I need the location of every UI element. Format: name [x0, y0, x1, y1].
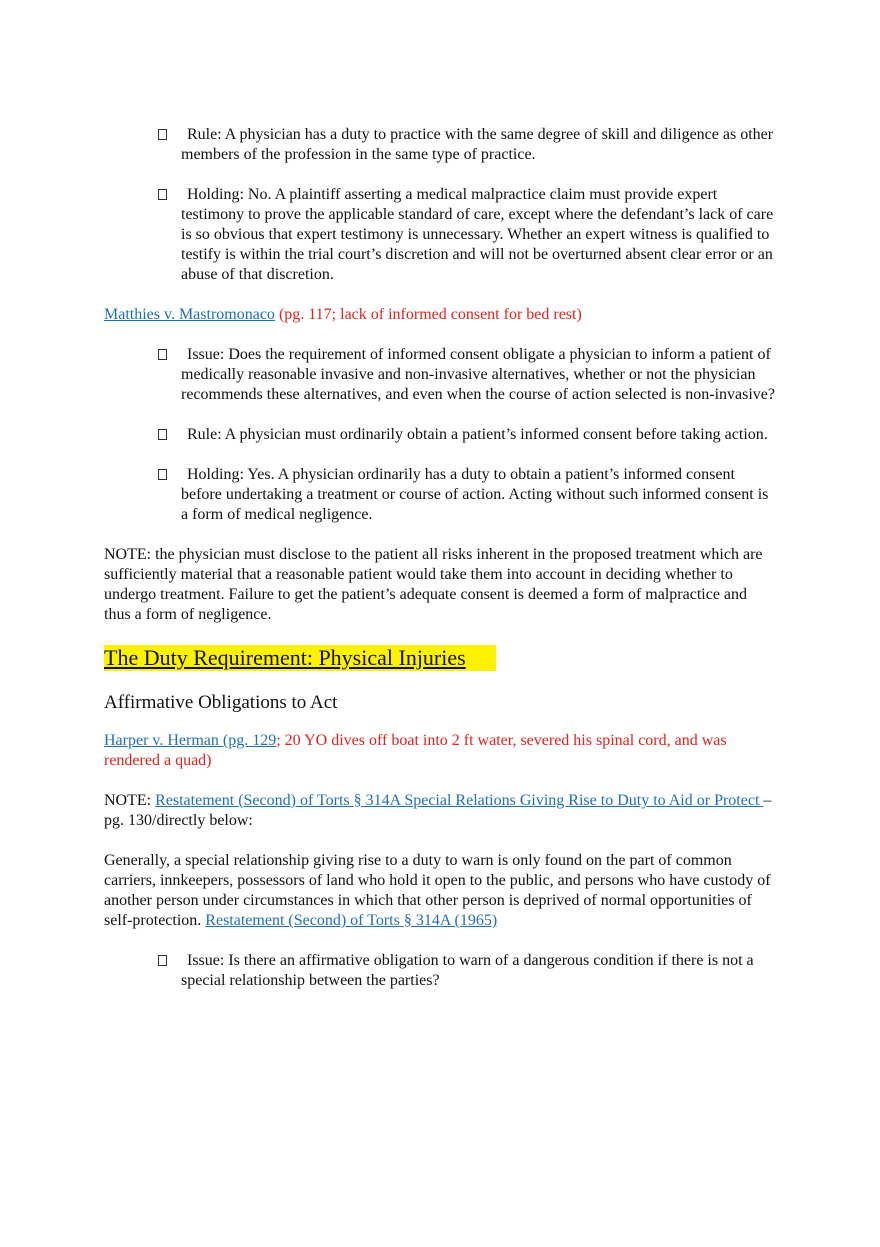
list-item [104, 951, 778, 991]
bullet-text: Issue: Does the requirement of informed consent obligate a physician to inform a patient of medically reasonable invasive and non-invasive alternatives, whether or not the physician recommends these alternatives, and even when the course of action selected is non-invasive? [181, 346, 775, 403]
bullet-text: Holding: Yes. A physician ordinarily has a duty to obtain a patient’s informed consent before undertaking a treatment or course of action. Acting without such informed consent is a form of medical negligence. [181, 466, 769, 523]
case-heading [104, 305, 776, 325]
checkbox-glyph-icon [158, 349, 167, 360]
case-link[interactable]: Matthies v. Mastromonaco [104, 306, 275, 323]
checkbox-glyph-icon [158, 469, 167, 480]
bullet-text: Rule: A physician has a duty to practice with the same degree of skill and diligence as other members of the profession in the same type of practice. [181, 126, 774, 163]
list-item [104, 125, 778, 165]
checkbox-glyph-icon [158, 189, 167, 200]
restatement-link[interactable]: Restatement (Second) of Torts § 314A Special Relations Giving Rise to Duty to Aid or Protect [155, 792, 764, 809]
subsection-heading: Affirmative Obligations to Act [104, 692, 338, 713]
note-paragraph: NOTE: Restatement (Second) of Torts § 314A Special Relations Giving Rise to Duty to Aid or Protect – pg. 130/directly below: [104, 792, 772, 829]
checkbox-glyph-icon [158, 955, 167, 966]
section-heading: The Duty Requirement: Physical Injuries [104, 645, 496, 671]
list-item [104, 345, 778, 405]
case-note: (pg. 117; lack of informed consent for bed rest) [274, 306, 582, 323]
case-link[interactable]: Harper v. Herman (pg. 129 [104, 732, 277, 749]
list-item [104, 185, 778, 285]
checkbox-glyph-icon [158, 429, 167, 440]
bullet-text: Holding: No. A plaintiff asserting a medical malpractice claim must provide expert testimony to prove the applicable standard of care, except where the defendant’s lack of care is so obvious that expert testimony is unnecessary. Whether an expert witness is qualified to testify is within the trial court’s discretion and will not be overturned absent clear error or an abuse of that discretion. [181, 186, 774, 283]
bullet-text: Rule: A physician must ordinarily obtain a patient’s informed consent before taking action. [187, 426, 768, 443]
note-paragraph: NOTE: the physician must disclose to the patient all risks inherent in the proposed treatment which are sufficiently material that a reasonable patient would take them into account in deciding whether to undergo treatment. Failure to get the patient’s adequate consent is deemed a form of malpractice and thus a form of negligence. [104, 546, 763, 623]
restatement-link[interactable]: Restatement (Second) of Torts § 314A (1965) [205, 912, 498, 929]
list-item [104, 425, 778, 445]
case-note: ; 20 YO dives off boat into 2 ft water, severed his spinal cord, and was rendered a quad) [104, 732, 727, 769]
list-item [104, 465, 778, 525]
bullet-text: Issue: Is there an affirmative obligation to warn of a dangerous condition if there is not a special relationship between the parties? [181, 952, 754, 989]
checkbox-glyph-icon [158, 129, 167, 140]
case-heading [104, 731, 776, 771]
body-paragraph: Generally, a special relationship giving rise to a duty to warn is only found on the part of common carriers, innkeepers, possessors of land who hold it open to the public, and persons who have custody of another person under circumstances in which that other person is deprived of normal opportunities of self-protection. Restatement (Second) of Torts § 314A (1965) [104, 852, 771, 929]
